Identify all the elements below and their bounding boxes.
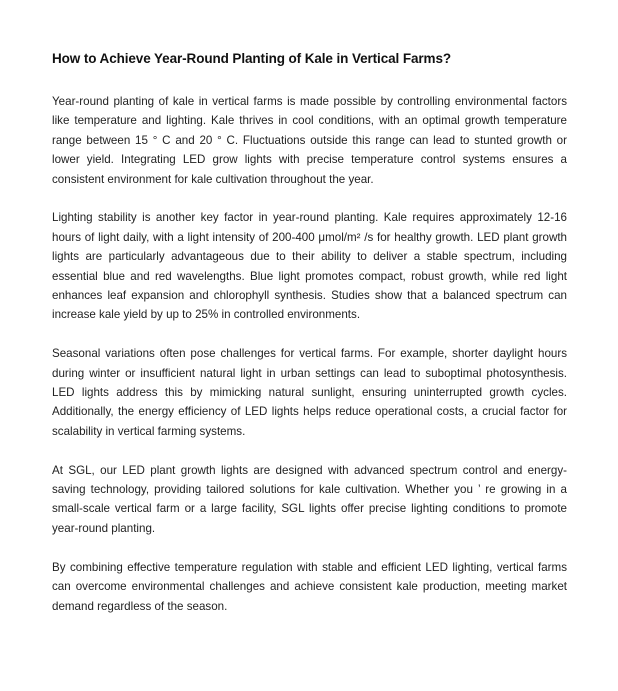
paragraph-seasonal: Seasonal variations often pose challenges for vertical farms. For example, shorter daylight hours during winter or insufficient natural light in urban settings can lead to suboptimal photosynthesis. LED lights address this by mimicking natural sunlight, ensuring uninterrupted growth cycles. Additionally, the energy efficiency of LED lights helps reduce operational costs, a crucial factor for scalability in vertical farming systems.	[52, 347, 567, 438]
paragraph-lighting: Lighting stability is another key factor in year-round planting. Kale requires approximately 12-16 hours of light daily, with a light intensity of 200-400 μmol/m² /s for healthy growth. LED plant growth lights are particularly advantageous due to their ability to deliver a stable spectrum, including essential blue and red wavelengths. Blue light promotes compact, robust growth, while red light enhances leaf expansion and chlorophyll synthesis. Studies show that a balanced spectrum can increase kale yield by up to 25% in controlled environments.	[52, 211, 567, 322]
paragraph-sgl: At SGL, our LED plant growth lights are designed with advanced spectrum control and energy-saving technology, providing tailored solutions for kale cultivation. Whether you ’ re growing in a small-scale vertical farm or a large facility, SGL lights offer precise lighting conditions to promote year-round planting.	[52, 463, 567, 535]
document-page	[52, 49, 567, 635]
paragraph-conclusion: By combining effective temperature regulation with stable and efficient LED lighting, vertical farms can overcome environmental challenges and achieve consistent kale production, meeting market demand regardless of the season.	[52, 560, 567, 613]
paragraph-temperature: Year-round planting of kale in vertical farms is made possible by controlling environmental factors like temperature and lighting. Kale thrives in cool conditions, with an optimal growth temperature range between 15 ° C and 20 ° C. Fluctuations outside this range can lead to stunted growth or lower yield. Integrating LED grow lights with precise temperature control systems ensures a consistent environment for kale cultivation throughout the year.	[52, 95, 567, 186]
article-title: How to Achieve Year-Round Planting of Kale in Vertical Farms?	[52, 51, 451, 66]
